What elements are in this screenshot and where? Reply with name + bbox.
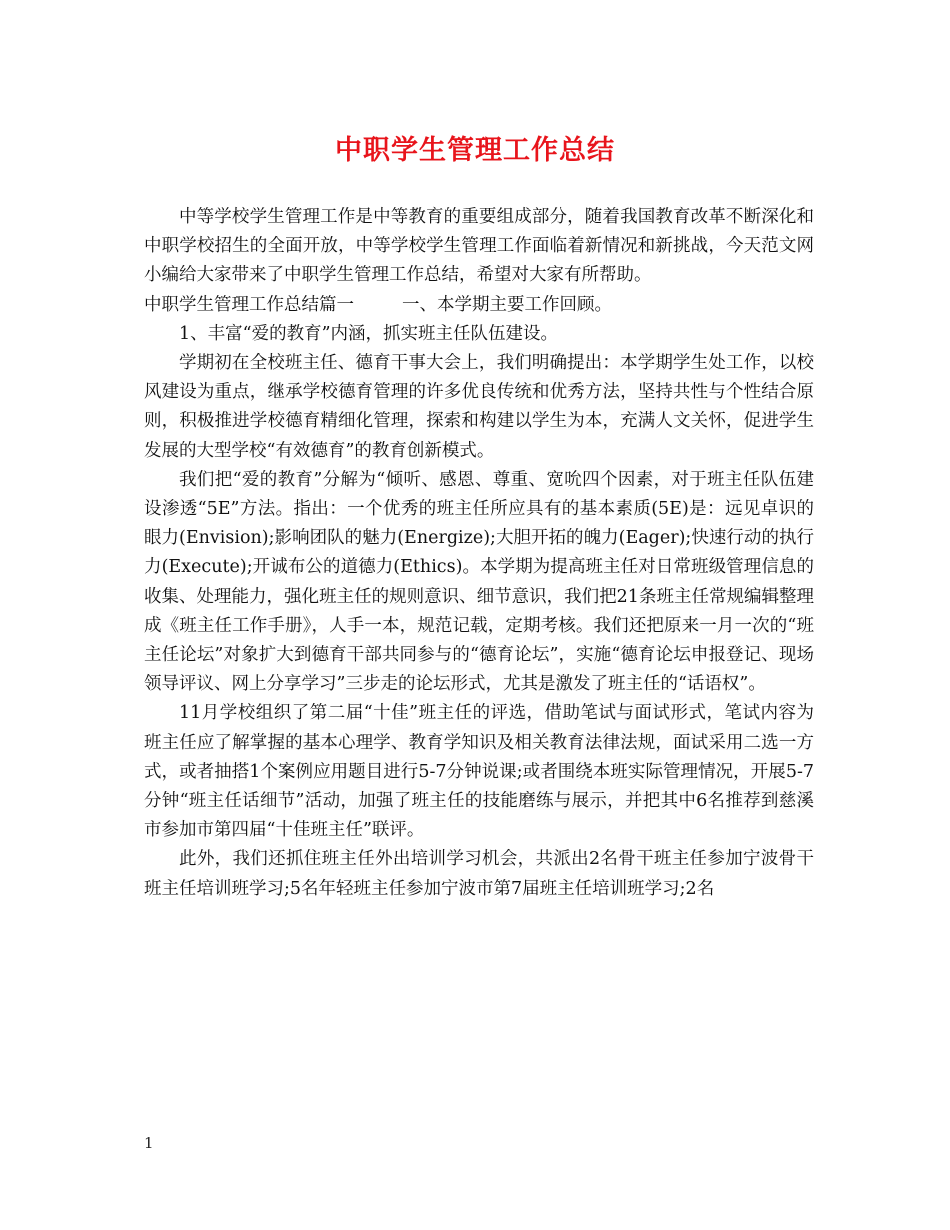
page-number: 1 [144,1134,154,1152]
paragraph-training: 此外，我们还抓住班主任外出培训学习机会，共派出2名骨干班主任参加宁波骨干班主任培训班学习;5名年轻班主任参加宁波市第7届班主任培训班学习;2名 [144,849,814,899]
document-body [144,203,814,904]
paragraph-item-1: 1、丰富“爱的教育”内涵，抓实班主任队伍建设。 [179,323,559,344]
paragraph-intro: 中等学校学生管理工作是中等教育的重要组成部分，随着我国教育改革不断深化和中职学校招生的全面开放，中等学校学生管理工作面临着新情况和新挑战，今天范文网小编给大家带来了中职学生管理工作总结，希望对大家有所帮助。 [144,207,814,286]
section-heading: 中职学生管理工作总结篇一 [144,294,354,315]
paragraph-term-start: 学期初在全校班主任、德育干事大会上，我们明确提出：本学期学生处工作，以校风建设为重点，继承学校德育管理的许多优良传统和优秀方法，坚持共性与个性结合原则，积极推进学校德育精细化管理，探索和构建以学生为本，充满人文关怀，促进学生发展的大型学校“有效德育”的教育创新模式。 [144,353,814,461]
paragraph-love-education: 我们把“爱的教育”分解为“倾听、感恩、尊重、宽吮四个因素，对于班主任队伍建设渗透“5E”方法。指出：一个优秀的班主任所应具有的基本素质(5E)是：远见卓识的眼力(Envision);影响团队的魅力(Energize);大胆开拓的魄力(Eager);快速行动的执行力(Execute);开诚布公的道德力(Ethics)。本学期为提高班主任对日常班级管理信息的收集、处理能力，强化班主任的规则意识、细节意识，我们把21条班主任常规编辑整理成《班主任工作手册》，人手一本，规范记载，定期考核。我们还把原来一月一次的“班主任论坛”对象扩大到德育干部共同参与的“德育论坛”，实施“德育论坛申报登记、现场领导评议、网上分享学习”三步走的论坛形式，尤其是激发了班主任的“话语权”。 [144,469,814,695]
section-subheading: 一、本学期主要工作回顾。 [402,294,612,315]
document-title: 中职学生管理工作总结 [335,135,615,166]
section-heading-line [144,291,814,320]
paragraph-top-ten: 11月学校组织了第二届“十佳”班主任的评选，借助笔试与面试形式，笔试内容为班主任应了解掌握的基本心理学、教育学知识及相关教育法律法规，面试采用二选一方式，或者抽搭1个案例应用题目进行5-7分钟说课;或者围绕本班实际管理情况，开展5-7分钟“班主任话细节”活动，加强了班主任的技能磨练与展示，并把其中6名推荐到慈溪市参加市第四届“十佳班主任”联评。 [144,703,814,841]
